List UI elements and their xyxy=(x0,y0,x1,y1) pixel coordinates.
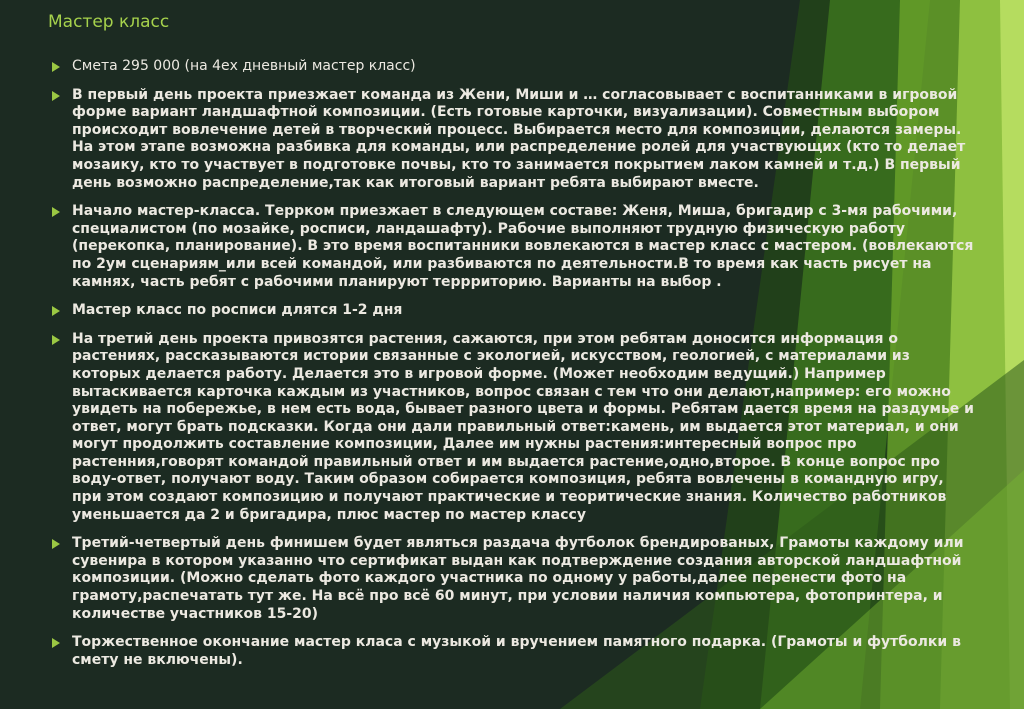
bullet-text: В первый день проекта приезжает команда из Жени, Миши и … согласовывает с воспитанниками в игровой форме вариант ландшафтной композиции. (Есть готовые карточки, визуализации). Совместным выбором происходит вовлечение детей в творческий процесс. Выбирается место для композиции, делаются замеры. На этом этапе возможна разбивка для команды, или распределение ролей для участвующих (кто то делает мозаику, кто то участвует в подготовке почвы, кто то занимается покрытием лаком камней и т.д.) В первый день возможно распределение,так как итоговый вариант ребята выбирают вместе. xyxy=(72,86,966,191)
bullet-item xyxy=(52,302,974,320)
bullet-item xyxy=(52,58,974,76)
bullet-item xyxy=(52,87,974,193)
bullet-item xyxy=(52,535,974,623)
bullet-text: Смета 295 000 (на 4ех дневный мастер класс) xyxy=(72,58,416,74)
bullet-item xyxy=(52,331,974,525)
triangle-bullet-icon xyxy=(52,335,60,345)
bullet-text: Мастер класс по росписи длятся 1-2 дня xyxy=(72,302,403,319)
triangle-bullet-icon xyxy=(52,539,60,549)
bullet-text: На третий день проекта привозятся растения, сажаются, при этом ребятам доносится информация о растениях, рассказываются истории связанные с экологией, искусством, геологией, с материалами из которых делается работу. Делается это в игровой форме. (Может необходим ведущий.) Например вытаскивается карточка каждым из участников, вопрос связан с тем что они делают,например: его можно увидеть на побережье, в нем есть вода, бывает разного цвета и формы. Ребятам дается время на раздумье и ответ, могут брать подсказки. Когда они дали правильный ответ:камень, им выдается этот материал, и они могут продолжить составление композиции, Далее им нужны растения:интересный вопрос про растенния,говорят командой правильный ответ и им выдается растение,одно,второе. В конце вопрос про воду-ответ, получают воду. Таким образом собирается композиция, ребята вовлечены в командную игру, при этом создают композицию и получают практические и теоритические знания. Количество работников уменьшается да 2 и бригадира, плюс мастер по мастер классу xyxy=(72,330,974,523)
bullet-item xyxy=(52,203,974,291)
bullet-text: Третий-четвертый день финишем будет являться раздача футболок брендированых, Грамоты каждому или сувенира в котором указанно что сертификат выдан как подтверждение создания авторской ландшафтной композиции. (Можно сделать фото каждого участника по одному у работы,далее перенести фото на грамоту,распечатать тут же. На всё про всё 60 минут, при условии наличия компьютера, фотопринтера, и количестве участников 15-20) xyxy=(72,535,964,622)
triangle-bullet-icon xyxy=(52,306,60,316)
bullet-text: Торжественное окончание мастер класа с музыкой и вручением памятного подарка. (Грамоты и футболки в смету не включены). xyxy=(72,634,961,668)
triangle-bullet-icon xyxy=(52,91,60,101)
slide-title: Мастер класс xyxy=(48,12,170,32)
bullet-list xyxy=(52,58,974,680)
bullet-item xyxy=(52,634,974,669)
triangle-bullet-icon xyxy=(52,62,60,72)
bullet-text: Начало мастер-класса. Терркoм приезжает в следующем составе: Женя, Миша, бригадир с 3-мя рабочими, специалистом (по мозайке, росписи, ландашафту). Рабочие выполняют трудную физическую работу (перекопка, планирование). В это время воспитанники вовлекаются в мастер класс с мастером. (вовлекаются по 2ум сценариям_или всей командой, или разбиваются по деятельности.В то время как часть рисует на камнях, часть ребят с рабочими планируют террриторию. Варианты на выбор . xyxy=(72,203,974,290)
triangle-bullet-icon xyxy=(52,207,60,217)
triangle-bullet-icon xyxy=(52,638,60,648)
